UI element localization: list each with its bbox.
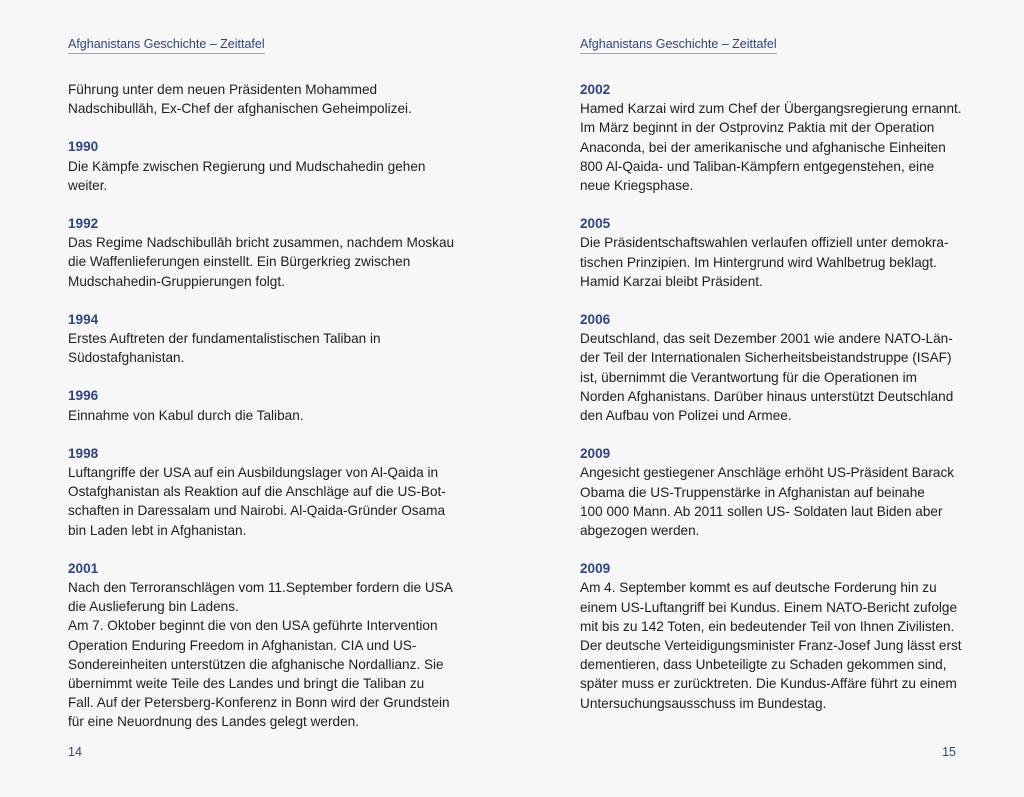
entry-text: Luftangriffe der USA auf ein Ausbildungslager von Al-Qaida in Ostafghanistan als Reaktion auf die Anschläge auf die US-Bot- schaften in Daressalam und Nairobi. Al-Qaida-Gründer Osama bin Laden lebt in Afghanistan.	[68, 465, 446, 538]
timeline-entry	[580, 444, 970, 540]
timeline-entry	[580, 310, 970, 425]
entry-text: Das Regime Nadschibullāh bricht zusammen, nachdem Moskau die Waffenlieferungen einstellt. Ein Bürgerkrieg zwischen Mudschahedin-Gruppierungen folgt.	[68, 235, 455, 289]
right-page	[512, 0, 1024, 797]
timeline-entry	[68, 386, 463, 424]
timeline-entry	[580, 214, 970, 291]
entry-year: 2001	[68, 560, 99, 576]
entry-year: 2005	[580, 216, 611, 232]
right-page-content	[580, 80, 970, 713]
running-head-right: Afghanistans Geschichte – Zeittafel	[580, 37, 777, 54]
timeline-entry	[580, 559, 970, 713]
timeline-entry	[68, 559, 463, 732]
entry-text: Die Kämpfe zwischen Regierung und Mudschahedin gehen weiter.	[68, 158, 426, 193]
entry-text: Hamed Karzai wird zum Chef der Übergangsregierung ernannt. Im März beginnt in der Ostprovinz Paktia mit der Operation Anaconda, bei der amerikanische und afghanische Einheiten 800 Al-Qaida- und Taliban-Kämpfern entgegenstehen, eine neue Kriegsphase.	[580, 101, 962, 194]
entry-year: 1994	[68, 311, 99, 327]
entry-text: Nach den Terroranschlägen vom 11.September fordern die USA die Auslieferung bin Ladens. Am 7. Oktober beginnt die von den USA geführte Intervention Operation Enduring Freedom in Afghanistan. CIA und US- Sondereinheiten unterstützen die afghanische Nordallianz. Sie übernimmt weite Teile des Landes und bringt die Taliban zu Fall. Auf der Petersberg-Konferenz in Bonn wird der Grundstein für eine Neuordnung des Landes gelegt werden.	[68, 580, 453, 730]
timeline-entry	[68, 214, 463, 291]
timeline-entry	[580, 80, 970, 195]
timeline-entry	[68, 310, 463, 368]
entry-year: 2009	[580, 561, 611, 577]
entry-year: 1990	[68, 139, 99, 155]
entry-text: Einnahme von Kabul durch die Taliban.	[68, 407, 304, 423]
entry-text: Die Präsidentschaftswahlen verlaufen offiziell unter demokra- tischen Prinzipien. Im Hintergrund wird Wahlbetrug beklagt. Hamid Karzai bleibt Präsident.	[580, 235, 949, 289]
entry-year: 1992	[68, 216, 99, 232]
running-head-left: Afghanistans Geschichte – Zeittafel	[68, 37, 265, 54]
entry-year: 2009	[580, 446, 611, 462]
page-number-right: 15	[942, 745, 956, 759]
entry-text: Deutschland, das seit Dezember 2001 wie andere NATO-Län- der Teil der Internationalen Sicherheitsbeistandstruppe (ISAF) ist, übernimmt die Verantwortung für die Operationen im Norden Afghanistans. Darüber hinaus unterstützt Deutschland den Aufbau von Polizei und Armee.	[580, 331, 954, 424]
entry-year: 2006	[580, 312, 611, 328]
entry-text: Erstes Auftreten der fundamentalistischen Taliban in Südostafghanistan.	[68, 331, 381, 366]
timeline-entry	[68, 137, 463, 195]
timeline-entry	[68, 444, 463, 540]
entry-year: 1996	[68, 388, 99, 404]
entry-text: Angesicht gestiegener Anschläge erhöht US-Präsident Barack Obama die US-Truppenstärke in Afghanistan auf beinahe 100 000 Mann. Ab 2011 sollen US- Soldaten laut Biden aber abgezogen werden.	[580, 465, 955, 539]
intro-paragraph: Führung unter dem neuen Präsidenten Mohammed Nadschibullāh, Ex-Chef der afghanischen Geheimpolizei.	[68, 82, 412, 117]
entry-text: Am 4. September kommt es auf deutsche Forderung hin zu einem US-Luftangriff bei Kundus. Einem NATO-Bericht zufolge mit bis zu 142 Toten, ein bedeutender Teil von Ihnen Zivilisten. Der deutsche Verteidigungsminister Franz-Josef Jung lässt erst dementieren, dass Unbeteiligte zu Schaden gekommen sind, später muss er zurücktreten. Die Kundus-Affäre führt zu einem Untersuchungsausschuss im Bundestag.	[580, 580, 962, 711]
left-page-content	[68, 80, 463, 732]
page-number-left: 14	[68, 745, 82, 759]
entry-year: 1998	[68, 445, 99, 461]
entry-year: 2002	[580, 82, 611, 97]
